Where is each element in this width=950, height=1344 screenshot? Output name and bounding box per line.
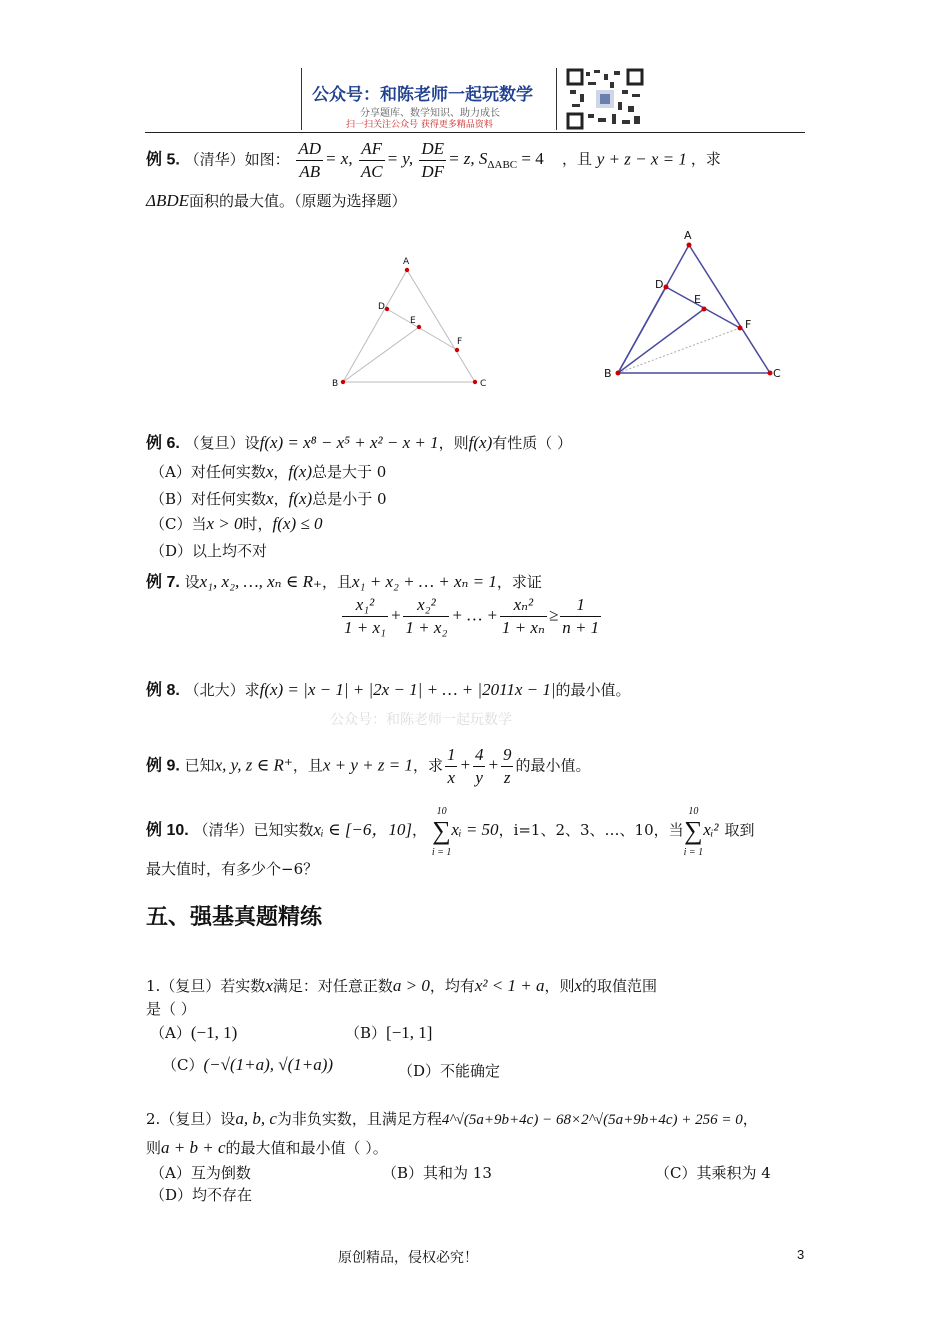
header-underline <box>145 132 805 133</box>
q2-text3: ， <box>742 1110 758 1128</box>
option-c-value: (−√(1+a), √(1+a)) <box>203 1055 334 1074</box>
example-5-condition: y + z − x = 1 <box>596 149 687 169</box>
option-a-fx: f(x) <box>288 462 312 481</box>
point-a <box>405 268 409 272</box>
q1-option-c <box>162 1054 333 1075</box>
label-b: B <box>332 379 339 389</box>
label-f: F <box>745 318 752 331</box>
q2-option-c: （C）其乘积为 4 <box>655 1164 771 1182</box>
fraction-term-1 <box>342 594 388 639</box>
numerator: x₂² <box>403 594 449 617</box>
denominator: 1 + x₂ <box>405 618 448 637</box>
option-c-label: （C）当 <box>150 515 207 533</box>
sum-xi-squared <box>684 803 704 859</box>
q1-option-d: （D）不能确定 <box>398 1062 501 1080</box>
q1-text5: 的取值范围 <box>582 977 658 995</box>
option-c-label: （C） <box>162 1056 204 1074</box>
example-10-index: ，i=1、2、3、…、10，当 <box>498 821 684 839</box>
sigma-icon: ∑ <box>432 816 451 845</box>
question-1-line2: 是（ ） <box>146 1000 196 1018</box>
section-title: 五、强基真题精练 <box>146 905 323 930</box>
q1-text3: ，均有 <box>429 977 475 995</box>
example-5-question: 面积的最大值。（原题为选择题） <box>189 192 407 210</box>
example-7-text: 设 <box>184 573 200 591</box>
question-2 <box>146 1108 758 1129</box>
example-8-label: 例 8. <box>146 682 180 699</box>
example-5-ask: ，求 <box>690 150 721 169</box>
q2-ask: 的最大值和最小值（ ）。 <box>225 1139 388 1157</box>
q2-option-b: （B）其和为 13 <box>382 1164 492 1182</box>
point-b <box>616 371 621 376</box>
point-d <box>385 307 389 311</box>
example-7-and: ，且 <box>322 573 353 591</box>
label-d: D <box>655 278 664 291</box>
denominator: z <box>503 768 511 787</box>
denominator: y <box>475 768 483 787</box>
q2-vars: a, b, c <box>235 1109 277 1128</box>
option-c-result: f(x) ≤ 0 <box>272 514 323 533</box>
q2-text2: 为非负实数，且满足方程 <box>276 1110 442 1128</box>
greater-equal: ≥ <box>548 605 559 625</box>
example-10-label: 例 10. <box>146 822 189 839</box>
example-6-function: f(x) = x⁸ − x⁵ + x² − x + 1 <box>259 433 439 452</box>
q1-inequality: x² < 1 + a <box>474 976 545 995</box>
point-c <box>473 380 477 384</box>
q2-sum: a + b + c <box>161 1138 226 1157</box>
sum-upper: 10 <box>688 806 699 817</box>
example-7-condition: x₁ + x₂ + … + xₙ = 1 <box>352 572 497 591</box>
example-6-label: 例 6. <box>146 435 180 452</box>
option-a-label: （A）对任何实数 <box>150 463 266 481</box>
point-a <box>687 243 692 248</box>
ratio-rhs: = z, S <box>448 149 488 169</box>
ellipsis: + … + <box>451 605 498 625</box>
option-b-fx: f(x) <box>288 489 313 508</box>
q1-text2: 满足：对任意正数 <box>272 977 393 995</box>
ratio-rhs: = y, <box>386 149 414 169</box>
example-5 <box>146 138 721 183</box>
footer-note: 原创精品，侵权必究！ <box>338 1250 478 1266</box>
q1-text4: ，则 <box>544 977 575 995</box>
denominator: DF <box>421 162 445 181</box>
example-6-option-b: （B）对任何实数x，f(x)总是小于 0 <box>150 489 387 508</box>
example-8-function: f(x) = |x − 1| + |2x − 1| + … + |2011x − 1| <box>259 680 556 699</box>
example-9-vars: x, y, z ∈ R⁺ <box>214 755 293 775</box>
numerator: x₁² <box>342 594 388 617</box>
option-b-label: （B）对任何实数 <box>150 490 267 508</box>
option-a-x: x <box>265 462 274 481</box>
example-8 <box>146 677 631 700</box>
fraction-rhs <box>560 594 601 639</box>
numerator: DE <box>419 138 446 161</box>
label-b: B <box>604 367 612 380</box>
example-9-expression: $\frac{1}{x}$ + $\frac{4}{y}$ + $\frac{9}{z}$ <box>446 745 512 787</box>
header-left-rule <box>301 68 302 130</box>
example-10: 例 10. （清华）已知实数xᵢ ∈ [−6，10]， 10 ∑ i = 1xᵢ = 50，i=1、2、3、…、10，当10 ∑ i = 1xᵢ² 取到 <box>146 803 755 859</box>
numerator: 1 <box>560 594 601 617</box>
point-f <box>455 348 459 352</box>
figure-right-triangle <box>600 225 790 385</box>
watermark: 公众号：和陈老师一起玩数学 <box>330 712 512 728</box>
page-number: 3 <box>797 1247 805 1262</box>
denominator: 1 + xₙ <box>501 618 545 637</box>
header-scan-note: 扫一扫关注公众号 获得更多精品资料 <box>346 120 493 130</box>
numerator: xₙ² <box>500 594 547 617</box>
example-10-reach: 取到 <box>724 821 755 839</box>
sum-xi <box>432 803 452 859</box>
example-9-ask: ，求 <box>412 756 443 775</box>
point-e <box>417 325 421 329</box>
area-value: = 4 <box>517 149 544 169</box>
option-a-label: （A） <box>150 1024 191 1042</box>
example-7-label: 例 7. <box>146 574 180 591</box>
denominator: AC <box>360 162 383 181</box>
example-9 <box>146 744 590 789</box>
header-subtitle: 分享题库、数学知识、助力成长 <box>360 108 500 119</box>
option-a-end: 总是大于 0 <box>312 463 387 481</box>
point-d <box>664 285 669 290</box>
example-7-inequality: $\frac{\text{x₁²}}{\text{1 + x₁}}$ + $\frac{\text{x₂²}}{\text{1 + x₂}}$ + … + $\frac{\text{xₙ²}}{\text{1 + xₙ}}$ ≥ $\frac{1}{n + 1}$ <box>344 595 600 637</box>
fraction-term-n <box>500 594 547 639</box>
q2-then: 则 <box>146 1139 162 1157</box>
q1-text: 1.（复旦）若实数 <box>146 977 266 995</box>
q2-option-d: （D）均不存在 <box>150 1186 253 1204</box>
q1-x2: x <box>574 976 583 995</box>
example-5-ratios <box>294 139 548 181</box>
fraction-term-2 <box>403 594 449 639</box>
example-8-ask: 的最小值。 <box>555 681 631 699</box>
label-c: C <box>480 379 487 389</box>
area-subscript: ΔABC <box>487 159 518 172</box>
q1-x: x <box>265 976 273 995</box>
sum-body: xᵢ² <box>703 820 719 839</box>
option-c-condition: x > 0 <box>206 514 243 533</box>
example-6-option-d: （D）以上均不对 <box>150 542 268 560</box>
fraction-9-z <box>501 744 514 789</box>
qr-code-icon <box>566 68 644 130</box>
example-7 <box>146 569 542 592</box>
ratio-rhs: = x, <box>325 149 353 169</box>
example-9-and: ，且 <box>292 756 323 775</box>
example-9-min: 的最小值。 <box>515 756 591 775</box>
point-f <box>738 326 743 331</box>
example-9-text: 已知 <box>184 756 215 775</box>
example-9-label: 例 9. <box>146 757 180 775</box>
numerator: AF <box>359 138 385 161</box>
fraction-ad-ab <box>296 138 323 183</box>
q1-option-a <box>150 1022 237 1043</box>
label-e: E <box>410 316 416 326</box>
q2-option-a: （A）互为倒数 <box>150 1164 251 1182</box>
numerator: 4 <box>473 744 486 767</box>
denominator: AB <box>299 162 321 181</box>
label-a: A <box>403 257 410 267</box>
label-e: E <box>694 293 701 306</box>
option-b-label: （B） <box>345 1024 387 1042</box>
q2-equation: 4^√(5a+9b+4c) − 68×2^√(5a+9b+4c) + 256 = 0 <box>441 1112 743 1128</box>
denominator: 1 + x₁ <box>344 618 386 637</box>
header-title: 公众号：和陈老师一起玩数学 <box>312 85 533 105</box>
example-7-vars: x₁, x₂, …, xₙ ∈ R₊ <box>199 572 322 591</box>
fraction-de-df <box>419 138 446 183</box>
example-5-and: ，且 <box>561 150 592 169</box>
q2-text: 2.（复旦）设 <box>146 1110 236 1128</box>
label-c: C <box>773 367 781 380</box>
fraction-af-ac <box>359 138 385 183</box>
example-5-line2 <box>146 190 407 211</box>
fraction-4-y <box>473 744 486 789</box>
example-8-text: （北大）求 <box>184 681 260 699</box>
example-9-condition: x + y + z = 1 <box>322 755 413 775</box>
denominator: n + 1 <box>562 618 600 637</box>
example-6-text: （复旦）设 <box>184 434 260 452</box>
q1-option-b <box>345 1022 432 1043</box>
figure-left-triangle <box>325 252 505 392</box>
point-c <box>768 371 773 376</box>
point-b <box>341 380 345 384</box>
option-b-value: [−1, 1] <box>386 1023 433 1042</box>
question-1 <box>146 975 657 996</box>
sum-lower: i = 1 <box>683 847 704 858</box>
fraction-1-x <box>445 744 458 789</box>
example-5-source: （清华）如图： <box>184 150 290 169</box>
numerator: 9 <box>501 744 514 767</box>
option-b-end: 总是小于 0 <box>312 490 387 508</box>
example-10-text: （清华）已知实数 <box>193 821 314 839</box>
example-6-fx: f(x) <box>468 433 493 452</box>
sum-lower: i = 1 <box>431 847 452 858</box>
label-a: A <box>684 229 692 242</box>
label-f: F <box>457 337 463 347</box>
option-c-mid: 时， <box>242 515 273 533</box>
example-6-option-c <box>150 513 322 534</box>
sum-upper: 10 <box>436 806 447 817</box>
point-e <box>702 307 707 312</box>
sigma-icon: ∑ <box>684 816 703 845</box>
example-6-property: 有性质（ ） <box>492 434 573 452</box>
q1-a-condition: a > 0 <box>392 976 430 995</box>
example-10-line2: 最大值时，有多少个−6？ <box>146 860 319 878</box>
sum-body: xᵢ = 50 <box>451 820 499 839</box>
option-a-value: (−1, 1) <box>190 1023 238 1042</box>
triangle-bde: ΔBDE <box>146 191 190 210</box>
example-6 <box>146 430 572 453</box>
option-b-x: x <box>266 489 274 508</box>
numerator: 1 <box>445 744 458 767</box>
example-7-prove: ，求证 <box>496 573 542 591</box>
header-right-rule <box>556 68 557 130</box>
question-2-line2 <box>146 1137 388 1158</box>
example-6-then: ，则 <box>438 434 469 452</box>
example-10-range: xᵢ ∈ [−6，10] <box>313 820 413 839</box>
denominator: x <box>447 768 455 787</box>
example-5-label: 例 5. <box>146 151 180 169</box>
label-d: D <box>378 302 385 312</box>
example-6-option-a: （A）对任何实数x，f(x)总是大于 0 <box>150 462 387 481</box>
numerator: AD <box>296 138 323 161</box>
